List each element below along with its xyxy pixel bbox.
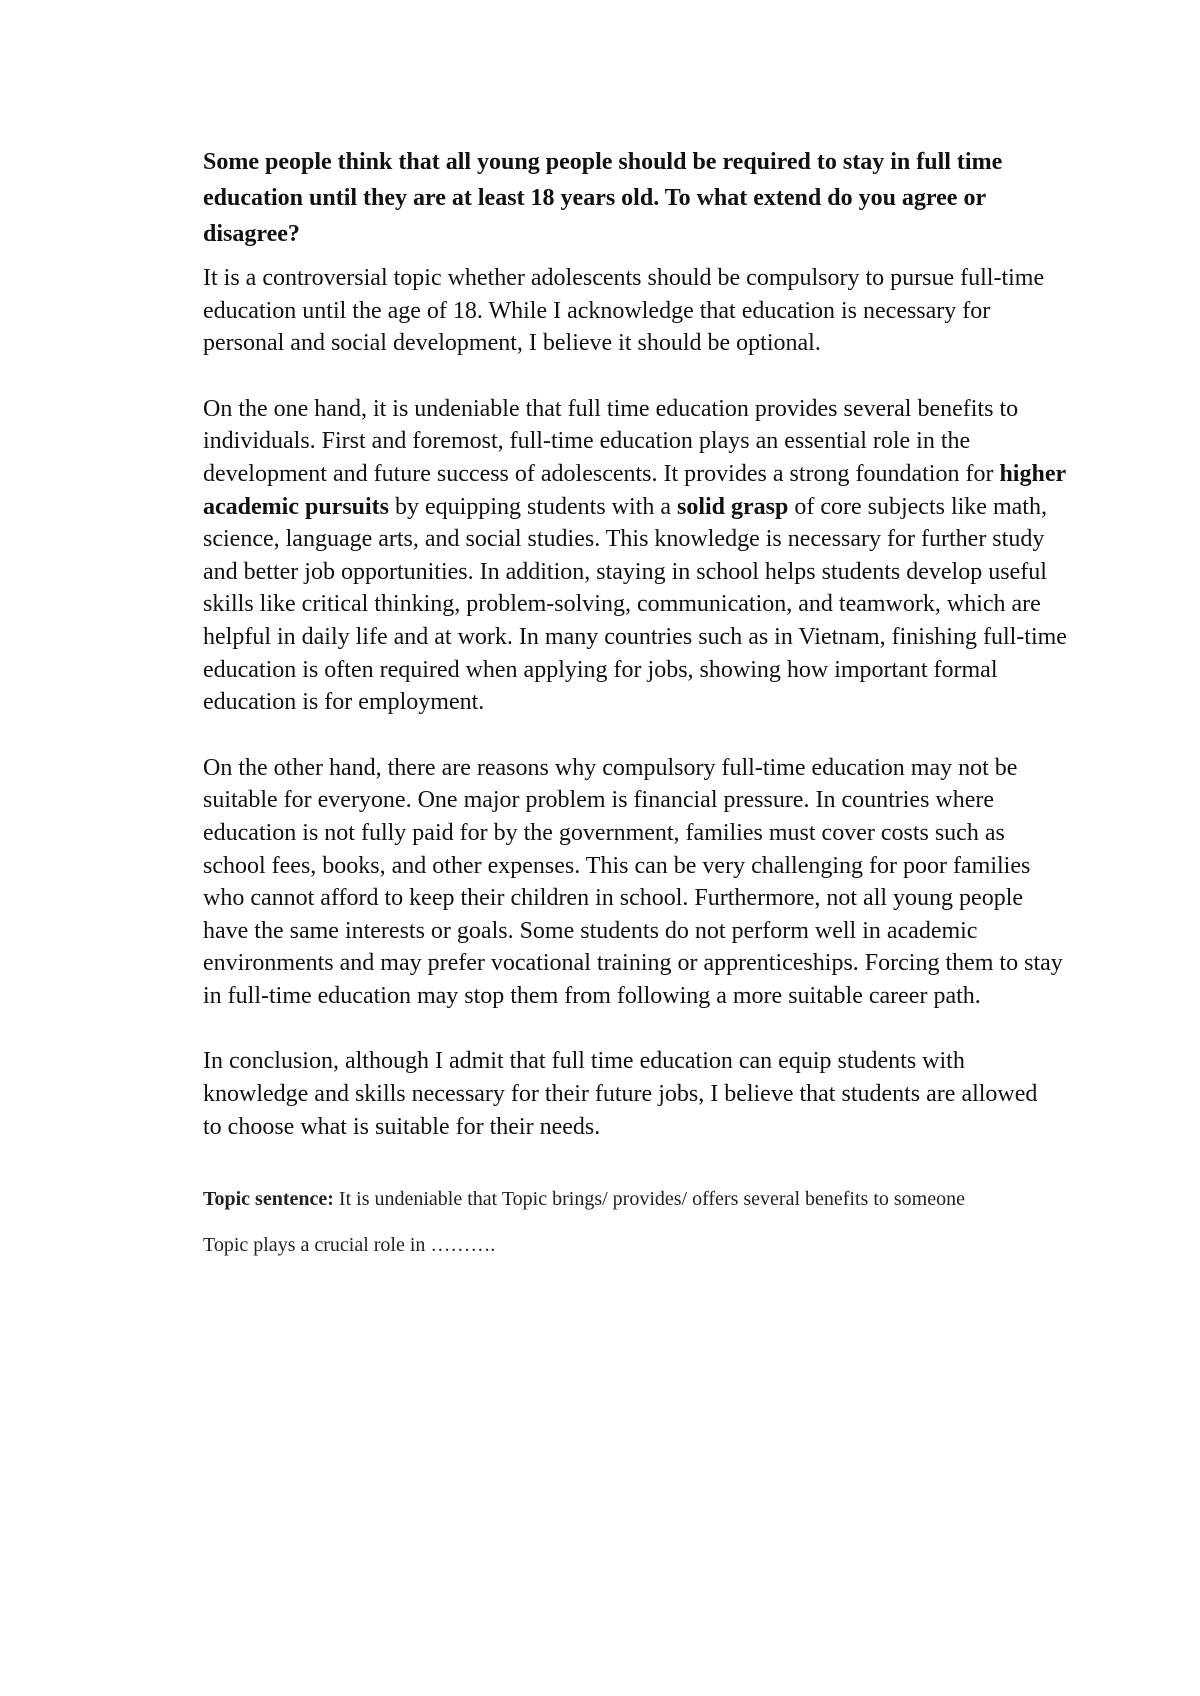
conclusion-line-1: In conclusion, although I admit that full time education can equip students with	[203, 1048, 965, 1075]
intro-paragraph: It is a controversial topic whether adolescents should be compulsory to pursue full-time education until the age of 18. While I acknowledge that education is necessary for personal and social development, I believe it should be optional.	[203, 265, 1045, 357]
body-paragraph-1	[203, 393, 1073, 719]
essay-question: Some people think that all young people should be required to stay in full time education until they are at least 18 years old. To what extend do you agree or disagree?	[203, 149, 1003, 247]
topic-sentence-note	[203, 1176, 1073, 1222]
body-paragraph-2: On the other hand, there are reasons why compulsory full-time education may not be suitable for everyone. One major problem is financial pressure. In countries where education is not fully paid for by the government, families must cover costs such as school fees, books, and other expenses. This can be very challenging for poor families who cannot afford to keep their children in school. Furthermore, not all young people have the same interests or goals. Some students do not perform well in academic environments and may prefer vocational training or apprenticeships. Forcing them to stay in full-time education may stop them from following a more suitable career path.	[203, 754, 1063, 1009]
conclusion-line-2: knowledge and skills necessary for their future jobs, I believe that students are allowed	[203, 1081, 1038, 1108]
bold-phrase-higher-academic: higher academic pursuits	[203, 460, 1066, 520]
bold-phrase-solid-grasp: solid grasp	[676, 493, 789, 520]
conclusion-line-3: to choose what is suitable for their needs.	[203, 1113, 601, 1140]
topic-sentence-label: Topic sentence:	[203, 1188, 334, 1211]
notes-section	[203, 1176, 1073, 1268]
essay-content	[203, 144, 1073, 1268]
topic-sentence-text: It is undeniable that Topic brings/ provides/ offers several benefits to someone	[333, 1188, 965, 1211]
body1-text-b: by equipping students with a	[389, 493, 677, 520]
body1-text-c: of core subjects like math, science, language arts, and social studies. This knowledge is necessary for further study and better job opportunities. In addition, staying in school helps students develop useful skills like critical thinking, problem-solving, communication, and teamwork, which are helpful in daily life and at work. In many countries such as in Vietnam, finishing full-time education is often required when applying for jobs, showing how important formal education is for employment.	[203, 493, 1067, 716]
conclusion-paragraph	[203, 1045, 1073, 1143]
body1-text-a: On the one hand, it is undeniable that full time education provides several benefits to individuals. First and foremost, full-time education plays an essential role in the development and future success of adolescents. It provides a strong foundation for	[203, 395, 1019, 487]
topic-role-note: Topic plays a crucial role in ……….	[203, 1234, 496, 1257]
